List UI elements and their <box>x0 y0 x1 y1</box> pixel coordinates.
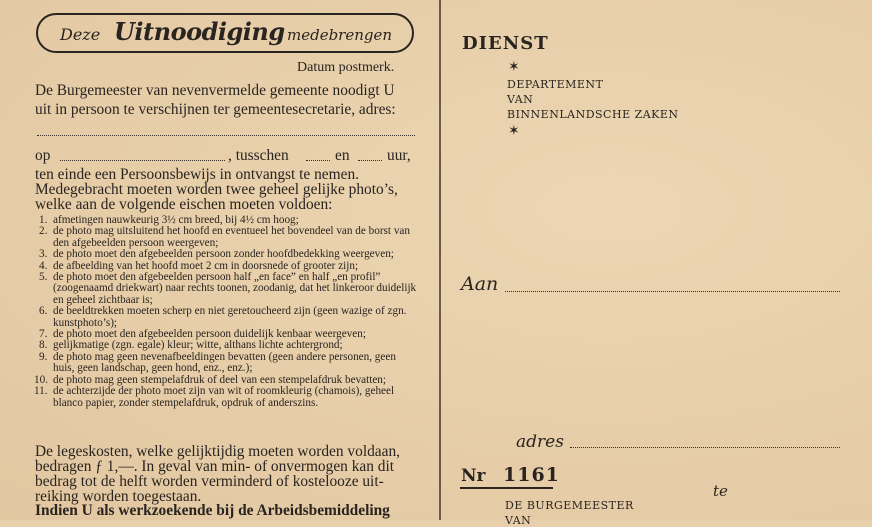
list-item: 5. de photo moet den afgebeelden persoon half „en face” en half „en profil” (zoogenaamd driekwart) naar rechts toonen, zoodanig, dat het linkeroor duidelijk en geheel zichtbaar is; <box>39 271 417 306</box>
dienst-heading: DIENST <box>462 33 549 54</box>
banner-suffix: medebrengen <box>287 26 393 44</box>
van-label: VAN <box>505 514 532 527</box>
list-item: 10. de photo mag geen stempelafdruk of deel van een stempelafdruk bevatten; <box>34 373 387 386</box>
banner-prefix: Deze <box>60 25 101 44</box>
op-label: op <box>35 147 51 164</box>
photo-requirements-list <box>35 215 420 409</box>
nr-label: Nr <box>461 466 486 486</box>
recipient-blank-line <box>505 291 840 292</box>
list-item: 3. de photo moet den afgebeelden persoon zonder hoofdbedekking weergeven; <box>39 248 394 261</box>
header-banner <box>36 13 414 53</box>
fee-line-3: bedrag tot de helft worden verminderd of kostelooze uit- <box>35 473 384 490</box>
department-line-2: VAN <box>507 93 534 106</box>
banner-title: Uitnoodiging <box>114 17 285 46</box>
te-label: te <box>713 482 728 500</box>
fee-line-2: bedragen ƒ 1,—. In geval van min- of onvermogen kan dit <box>35 458 395 475</box>
purpose-line: ten einde een Persoonsbewijs in ontvangst te nemen. <box>35 166 359 183</box>
date-blank-line <box>60 160 225 161</box>
address-blank-line <box>37 135 415 136</box>
list-item: 1. afmetingen nauwkeurig 3½ cm breed, bij 4½ cm hoog; <box>39 214 299 226</box>
intro-line-1: De Burgemeester van nevenvermelde gemeente noodigt U <box>35 82 395 99</box>
fee-line-1: De legeskosten, welke gelijktijdig moeten worden voldaan, <box>35 443 401 460</box>
uur-label: uur, <box>387 147 411 164</box>
list-item: 8. gelijkmatige (zgn. egale) kleur; witte, althans lichte achtergrond; <box>39 339 343 352</box>
intro-line-2: uit in persoon te verschijnen ter gemeentesecretarie, adres: <box>35 101 396 118</box>
fee-line-5: Indien U als werkzoekende bij de Arbeidsbemiddeling <box>35 502 390 519</box>
list-item: 2. de photo mag uitsluitend het hoofd en eventueel het bovendeel van de borst van den afgebeelden persoon weergeven; <box>39 225 410 249</box>
nr-value: 1161 <box>503 464 560 486</box>
time-to-blank <box>358 160 382 161</box>
tusschen-label: , tusschen <box>228 147 289 164</box>
requirements-line: welke aan de volgende eischen moeten voldoen: <box>35 196 333 213</box>
list-item: 6. de beeldtrekken moeten scherp en niet geretoucheerd zijn (geen wazige of zgn. kunstphoto’s); <box>39 305 407 329</box>
datum-postmerk: Datum postmerk. <box>297 60 395 75</box>
time-from-blank <box>306 160 330 161</box>
center-divider <box>439 0 441 520</box>
department-line-3: BINNENLANDSCHE ZAKEN <box>507 108 679 121</box>
nr-underline <box>460 487 553 489</box>
en-label: en <box>335 147 350 164</box>
list-item: 4. de afbeelding van het hoofd moet 2 cm in doorsnede of grooter zijn; <box>39 259 359 272</box>
adres-label: adres <box>516 432 564 452</box>
list-item: 7. de photo moet den afgebeelden persoon duidelijk kenbaar weergeven; <box>39 328 366 341</box>
burgemeester-label: DE BURGEMEESTER <box>505 499 634 512</box>
address-right-blank-line <box>570 447 840 448</box>
star-icon: ✶ <box>508 59 520 75</box>
list-item: 9. de photo mag geen nevenafbeeldingen bevatten (geen andere personen, geen huis, geen landschap, geen hond, enz., enz.); <box>39 350 396 375</box>
department-line-1: DEPARTEMENT <box>507 78 604 91</box>
star-icon: ✶ <box>508 123 520 139</box>
aan-label: Aan <box>461 273 499 295</box>
photos-line: Medegebracht moeten worden twee geheel gelijke photo’s, <box>35 181 398 198</box>
list-item: 11. de achterzijde der photo moet zijn van wit of roomkleurig (chamois), geheel blanco papier, zonder stempelafdruk, opdruk of anderszins. <box>34 385 395 409</box>
fee-line-4: reiking worden toegestaan. <box>35 488 202 505</box>
